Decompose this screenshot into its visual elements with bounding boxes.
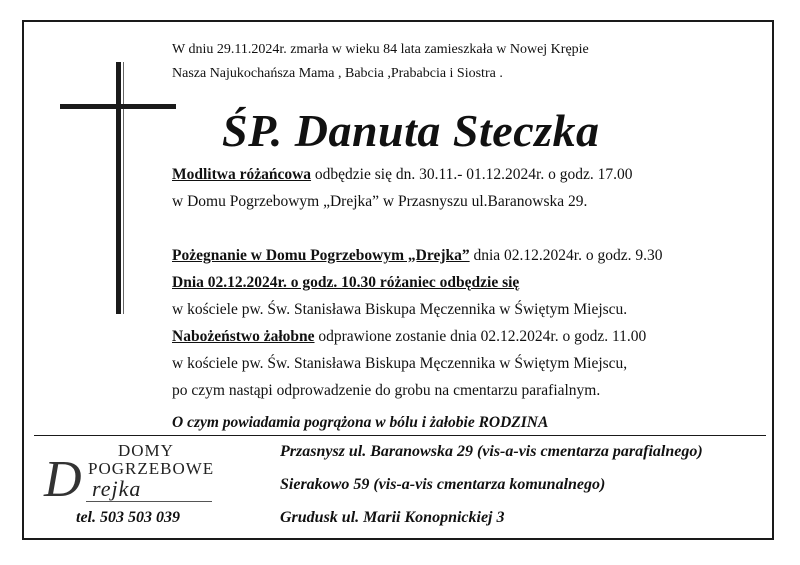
rosary2-label: Dnia 02.12.2024r. o godz. 10.30 różaniec odbędzie się	[172, 274, 520, 291]
rosary-label: Modlitwa różańcowa	[172, 166, 312, 183]
rosary-line	[172, 165, 632, 185]
address-3: Grudusk ul. Marii Konopnickiej 3	[280, 509, 505, 526]
farewell-line	[172, 246, 663, 266]
cross-icon	[116, 62, 121, 314]
rosary-text: odbędzie się dn. 30.11.- 01.12.2024r. o godz. 17.00	[311, 166, 633, 183]
address-2: Sierakowo 59 (vis-a-vis cmentarza komunalnego)	[280, 476, 606, 493]
phone-number: tel. 503 503 039	[76, 509, 180, 526]
service-place: w kościele pw. Św. Stanisława Biskupa Męczennika w Świętym Miejscu,	[172, 355, 628, 372]
rosary2-place: w kościele pw. Św. Stanisława Biskupa Męczennika w Świętym Miejscu.	[172, 301, 628, 318]
rosary-place: w Domu Pogrzebowym „Drejka” w Przasnyszu ul.Baranowska 29.	[172, 193, 588, 210]
logo-line-1: DOMY	[118, 441, 174, 460]
rosary2-line	[172, 273, 519, 293]
service-after: po czym nastąpi odprowadzenie do grobu na cmentarzu parafialnym.	[172, 382, 601, 399]
logo-name: rejka	[92, 476, 142, 501]
logo-rule	[86, 501, 212, 502]
service-label: Nabożeństwo żałobne	[172, 328, 315, 345]
logo-mark: D	[44, 451, 82, 508]
cross-bar	[60, 104, 176, 109]
logo-line-2: POGRZEBOWE	[88, 459, 215, 478]
intro-line-1: W dniu 29.11.2024r. zmarła w wieku 84 lata zamieszkała w Nowej Krępie	[172, 42, 589, 57]
address-1: Przasnysz ul. Baranowska 29 (vis-a-vis cmentarza parafialnego)	[280, 443, 703, 460]
divider	[34, 435, 766, 436]
service-line	[172, 327, 646, 347]
service-text: odprawione zostanie dnia 02.12.2024r. o godz. 11.00	[314, 328, 647, 345]
closing-text: O czym powiadamia pogrążona w bólu i żałobie RODZINA	[172, 414, 549, 431]
intro-line-2: Nasza Najukochańsza Mama , Babcia ,Prababcia i Siostra .	[172, 66, 503, 81]
farewell-text: dnia 02.12.2024r. o godz. 9.30	[469, 247, 663, 264]
deceased-name: ŚP. Danuta Steczka	[222, 105, 600, 156]
farewell-label: Pożegnanie w Domu Pogrzebowym „Drejka”	[172, 247, 470, 264]
